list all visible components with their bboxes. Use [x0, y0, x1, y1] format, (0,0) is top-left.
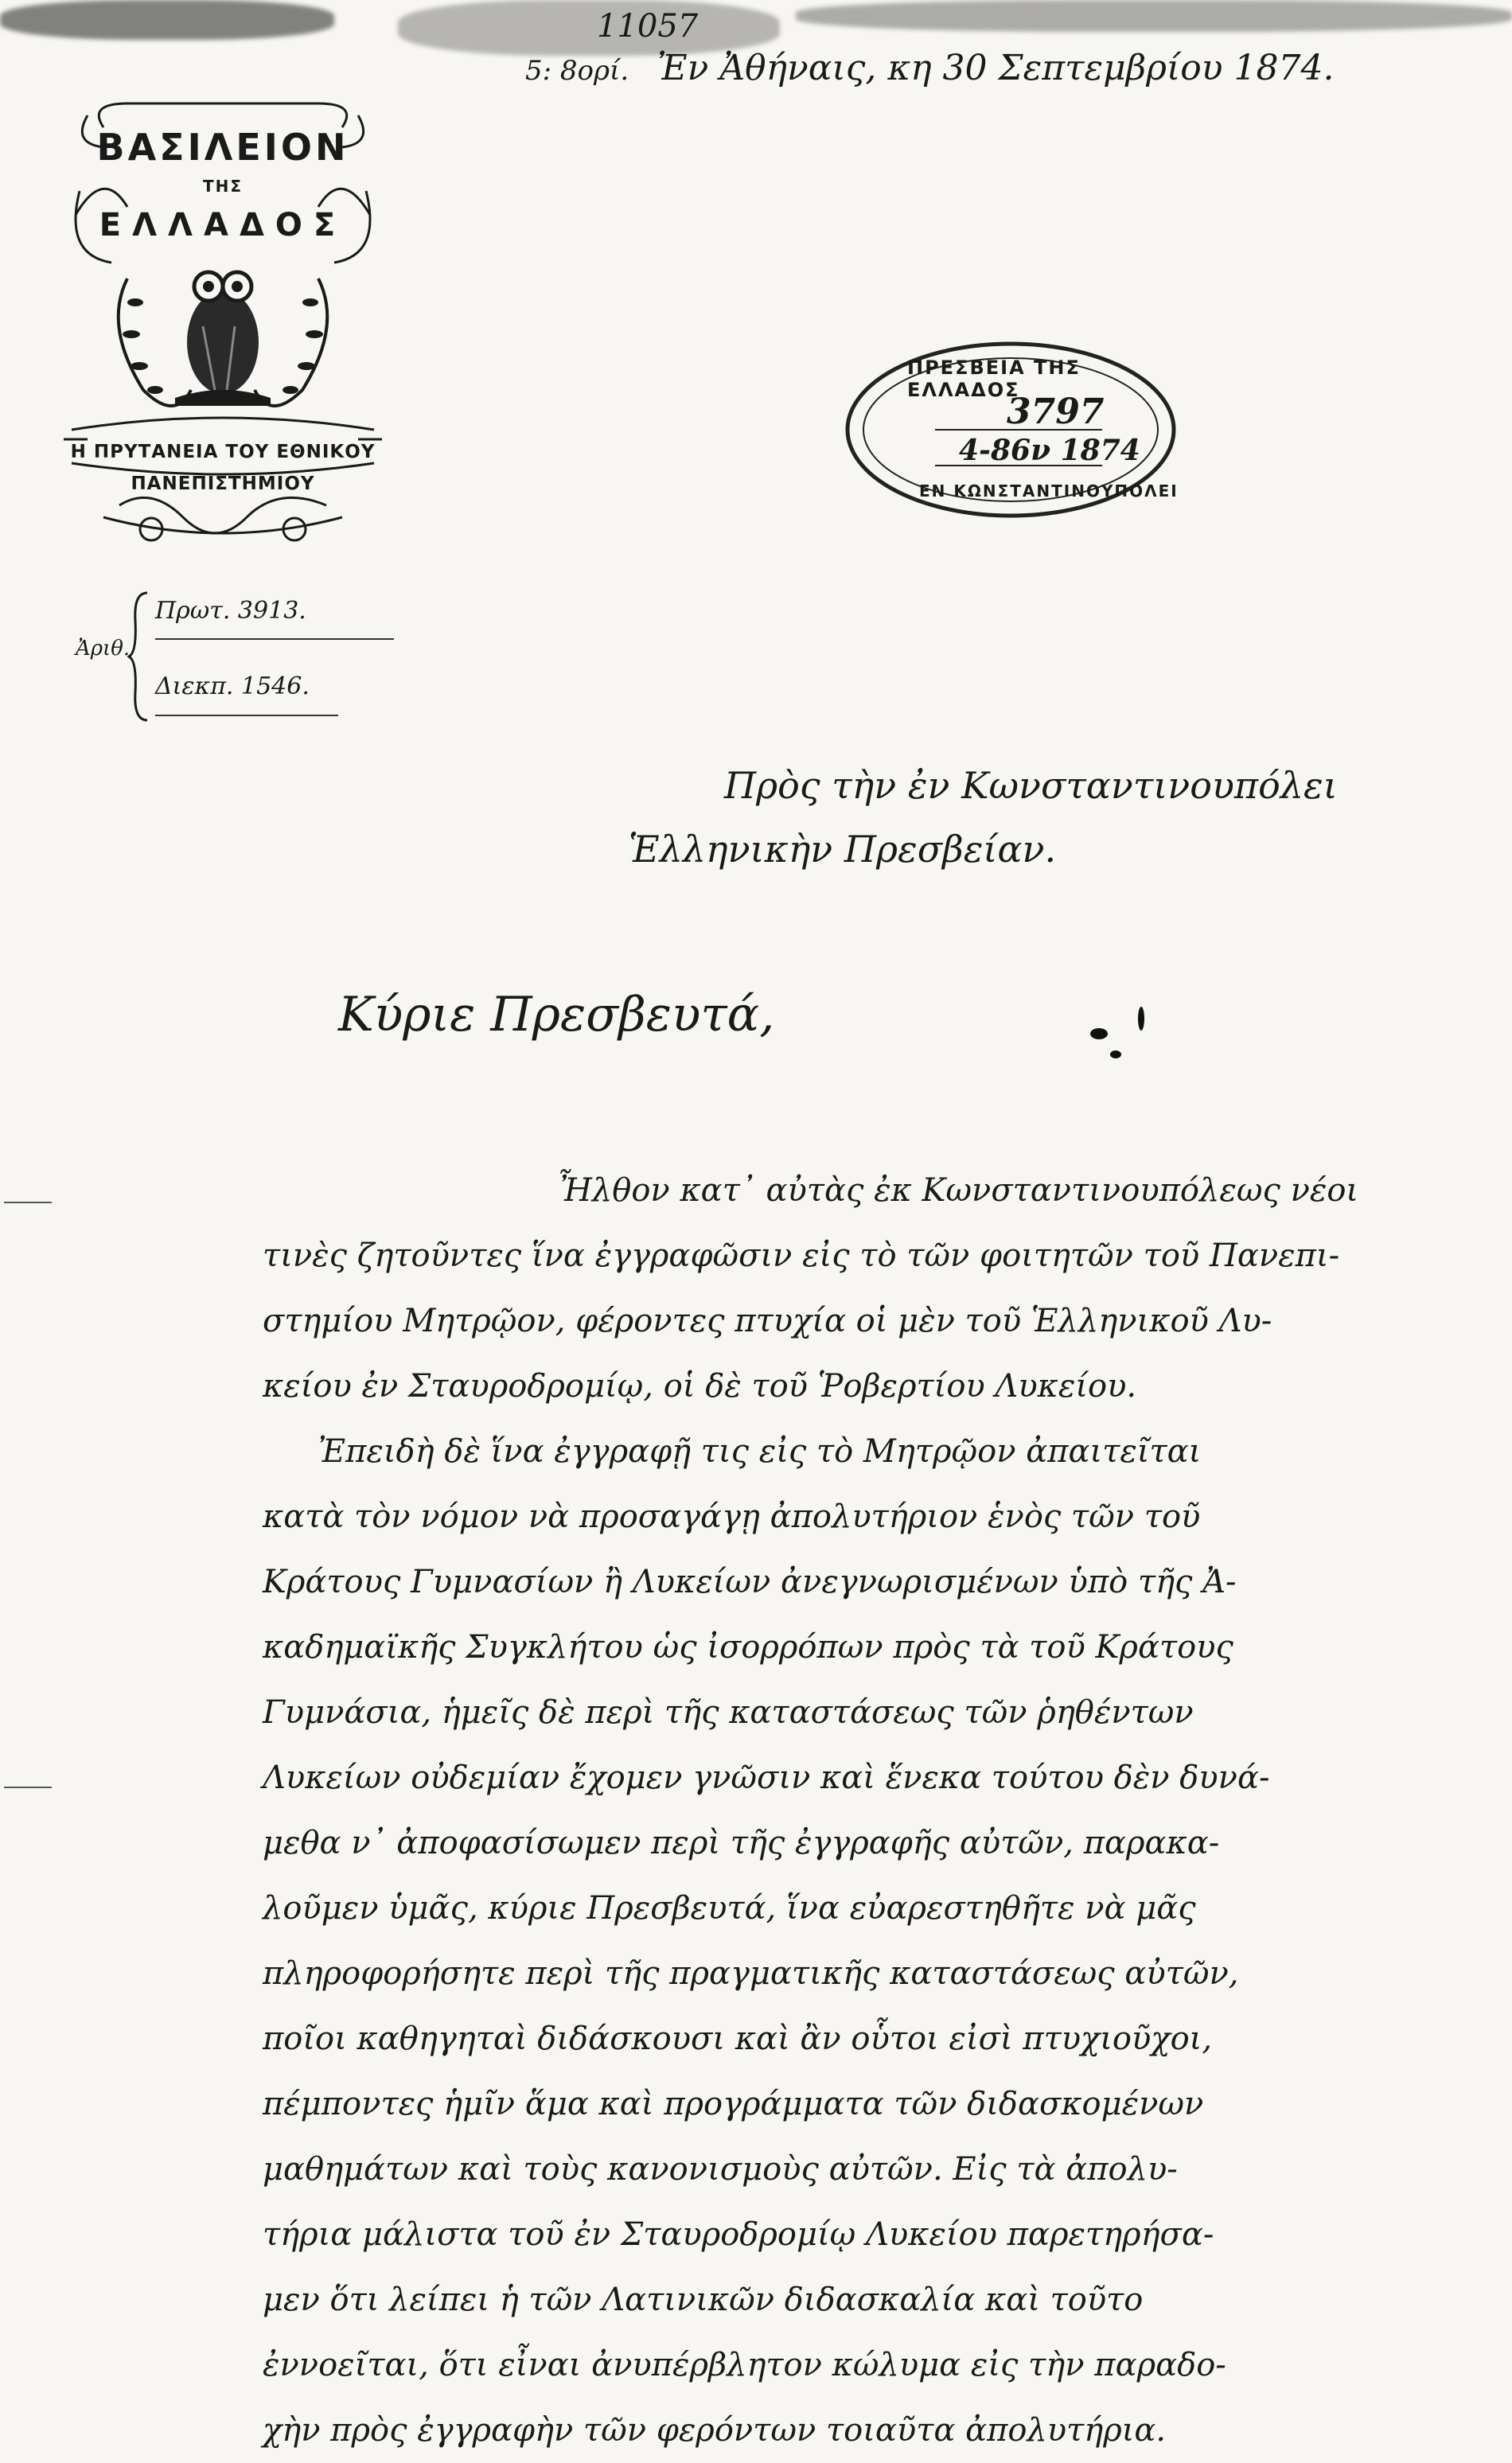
- letterhead-institution-line2: ΠΑΝΕΠΙΣΤΗΜΙΟΥ: [131, 474, 315, 494]
- reference-rule: [155, 715, 338, 716]
- body-line: Ἐπειδὴ δὲ ἵνα ἐγγραφῇ τις εἰς τὸ Μητρῷον ἀπαιτεῖται: [318, 1433, 1202, 1470]
- reference-rule: [155, 638, 394, 640]
- margin-mark: [4, 1202, 52, 1203]
- body-line: πληροφορήσητε περὶ τῆς πραγματικῆς καταστάσεως αὐτῶν,: [263, 1955, 1239, 1992]
- body-line: Κράτους Γυμνασίων ἢ Λυκείων ἀνεγνωρισμένων ὑπὸ τῆς Ἀ-: [263, 1564, 1237, 1600]
- header-stamp-number: 11057: [597, 8, 699, 45]
- body-line: μεν ὅτι λείπει ἡ τῶν Λατινικῶν διδασκαλία καὶ τοῦτο: [263, 2282, 1144, 2318]
- body-line: πέμποντες ἡμῖν ἅμα καὶ προγράμματα τῶν διδασκομένων: [263, 2086, 1204, 2122]
- body-line: ποῖοι καθηγηταὶ διδάσκουσι καὶ ἂν οὗτοι εἰσὶ πτυχιοῦχοι,: [263, 2021, 1213, 2057]
- body-line: χὴν πρὸς ἐγγραφὴν τῶν φερόντων τοιαῦτα ἀπολυτήρια.: [263, 2412, 1167, 2449]
- letterhead-institution-line1: Η ΠΡΥΤΑΝΕΙΑ ΤΟΥ ΕΘΝΙΚΟΥ: [70, 442, 376, 462]
- letter-body: [263, 1158, 1504, 2463]
- salutation: Κύριε Πρεσβευτά,: [338, 987, 775, 1042]
- body-line: τινὲς ζητοῦντες ἵνα ἐγγραφῶσιν εἰς τὸ τῶν φοιτητῶν τοῦ Πανεπι-: [263, 1237, 1340, 1274]
- stamp-date: 4-86ν 1874: [959, 434, 1140, 467]
- body-line: μαθημάτων καὶ τοὺς κανονισμοὺς αὐτῶν. Εἰς τὰ ἀπολυ-: [263, 2151, 1178, 2188]
- body-line: ἐννοεῖται, ὅτι εἶναι ἀνυπέρβλητον κώλυμα εἰς τὴν παραδο-: [263, 2347, 1226, 2383]
- letterhead-article: ΤΗΣ: [202, 177, 244, 196]
- reference-label: Ἀριθ.: [76, 637, 131, 661]
- margin-mark: [4, 1787, 52, 1788]
- body-line: Λυκείων οὐδεμίαν ἔχομεν γνῶσιν καὶ ἕνεκα τούτου δὲν δυνά-: [263, 1760, 1270, 1796]
- owl-emblem: [175, 272, 271, 406]
- body-line: κατὰ τὸν νόμον νὰ προσαγάγῃ ἀπολυτήριον ἑνὸς τῶν τοῦ: [263, 1498, 1201, 1535]
- scan-smudge: [0, 0, 334, 40]
- ink-blot: [1090, 1028, 1108, 1039]
- reference-diekp-number: Διεκπ. 1546.: [155, 672, 310, 700]
- reference-block: [76, 589, 346, 724]
- body-line: λοῦμεν ὑμᾶς, κύριε Πρεσβευτά, ἵνα εὐαρεστηθῆτε νὰ μᾶς: [263, 1890, 1196, 1927]
- header-location-date-line: [525, 8, 1351, 88]
- reference-protocol-number: Πρωτ. 3913.: [155, 597, 306, 625]
- header-ref-prefix: 5: 8ορί.: [525, 55, 629, 87]
- recipient-address-line2: Ἑλληνικὴν Πρεσβείαν.: [629, 828, 1057, 871]
- stamp-number: 3797: [1007, 392, 1105, 432]
- body-line: τήρια μάλιστα τοῦ ἐν Σταυροδρομίῳ Λυκείου παρετηρήσα-: [263, 2216, 1214, 2253]
- body-line: κείου ἐν Σταυροδρομίῳ, οἱ δὲ τοῦ Ῥοβερτίου Λυκείου.: [263, 1368, 1137, 1405]
- body-line: Ἦλθον κατ᾽ αὐτὰς ἐκ Κωνσταντινουπόλεως νέοι: [557, 1172, 1359, 1209]
- body-line: καδημαϊκῆς Συγκλήτου ὡς ἰσορρόπων πρὸς τὰ τοῦ Κράτους: [263, 1629, 1233, 1666]
- university-letterhead: [56, 72, 390, 565]
- stamp-bottom-text: ΕΝ ΚΩΝΣΤΑΝΤΙΝΟΥΠΟΛΕΙ: [919, 481, 1179, 501]
- scan-smudge: [796, 0, 1512, 32]
- body-line: μεθα ν᾽ ἀποφασίσωμεν περὶ τῆς ἐγγραφῆς αὐτῶν, παρακα-: [263, 1825, 1220, 1861]
- letterhead-country: ΕΛΛΑΔΟΣ: [99, 207, 347, 244]
- body-line: Γυμνάσια, ἡμεῖς δὲ περὶ τῆς καταστάσεως τῶν ῥηθέντων: [263, 1694, 1194, 1731]
- ink-blot: [1110, 1050, 1121, 1058]
- header-location-date: Ἐν Ἀθήναις, κη 30 Σεπτεμβρίου 1874.: [657, 48, 1335, 88]
- recipient-address-line1: Πρὸς τὴν ἐν Κωνσταντινουπόλει: [724, 764, 1338, 807]
- body-line: στημίου Μητρῷον, φέροντες πτυχία οἱ μὲν τοῦ Ἑλληνικοῦ Λυ-: [263, 1303, 1272, 1339]
- reference-brace: [127, 589, 151, 724]
- legation-stamp: [840, 334, 1182, 525]
- ink-blot: [1138, 1007, 1144, 1031]
- letterhead-title: ΒΑΣΙΛΕΙΟΝ: [96, 126, 349, 169]
- stamp-title: ΠΡΕΣΒΕΙΑ ΤΗΣ ΕΛΛΑΔΟΣ: [907, 357, 1081, 401]
